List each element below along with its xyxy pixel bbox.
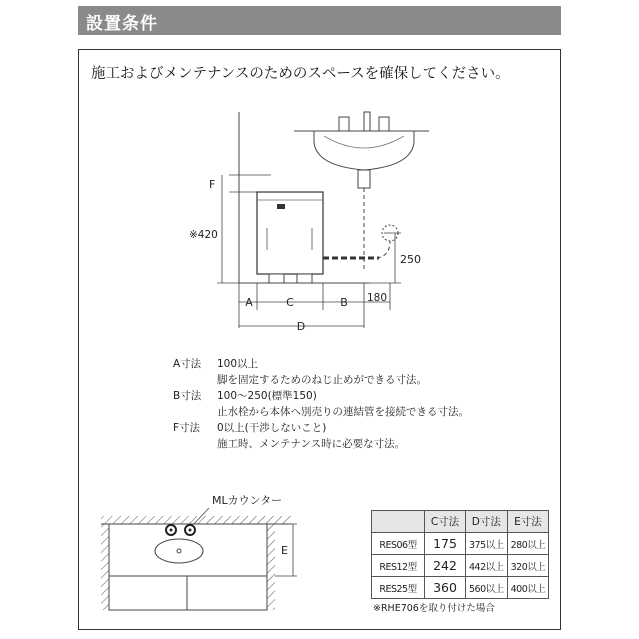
table-row: RES06型 175 375以上 280以上 <box>372 533 549 555</box>
label-250: 250 <box>400 253 421 266</box>
section-banner <box>78 6 561 35</box>
sink-basin <box>314 131 414 170</box>
faucet-right <box>379 117 389 131</box>
content-frame: 施工およびメンテナンスのためのスペースを確保してください。 F ※420 250 A C B 180 D A寸法 100以上 脚を固定するためのねじ止めができる寸法。 B寸法 100～250(標準150) 止水栓から本体へ別売りの連結管を接続できる寸法。 F寸法 0以上(干渉しないこと) 施工時、メンテナンス時に必要な寸法。 MLカウンター E C寸法 D寸法 E寸法 RES06型 175 375以上 280以上 RES12型 242 442以上 320以上 RES25型 360 560以上 400以上 ※RHE706を取り付けた場合 <box>78 49 561 630</box>
spec-table <box>371 510 549 599</box>
table-footnote: ※RHE706を取り付けた場合 <box>373 603 495 614</box>
label-ml-counter: MLカウンター <box>212 494 283 507</box>
table-header-row: C寸法 D寸法 E寸法 <box>372 511 549 533</box>
label-D: D <box>296 320 306 333</box>
label-E: E <box>281 544 288 557</box>
label-B: B <box>340 296 348 309</box>
label-C: C <box>286 296 294 309</box>
section-title: 設置条件 <box>86 14 158 34</box>
label-180: 180 <box>366 292 388 304</box>
label-F: F <box>209 178 216 191</box>
drain-pipe <box>358 170 370 188</box>
installation-diagram <box>79 90 560 350</box>
label-420: ※420 <box>189 229 218 241</box>
table-row: RES25型 360 560以上 400以上 <box>372 577 549 599</box>
counter-body <box>109 524 267 610</box>
table-row: RES12型 242 442以上 320以上 <box>372 555 549 577</box>
label-A: A <box>245 296 253 309</box>
faucet-left <box>339 117 349 131</box>
instruction-headline: 施工およびメンテナンスのためのスペースを確保してください。 <box>91 66 510 82</box>
counter-diagram <box>87 490 307 630</box>
